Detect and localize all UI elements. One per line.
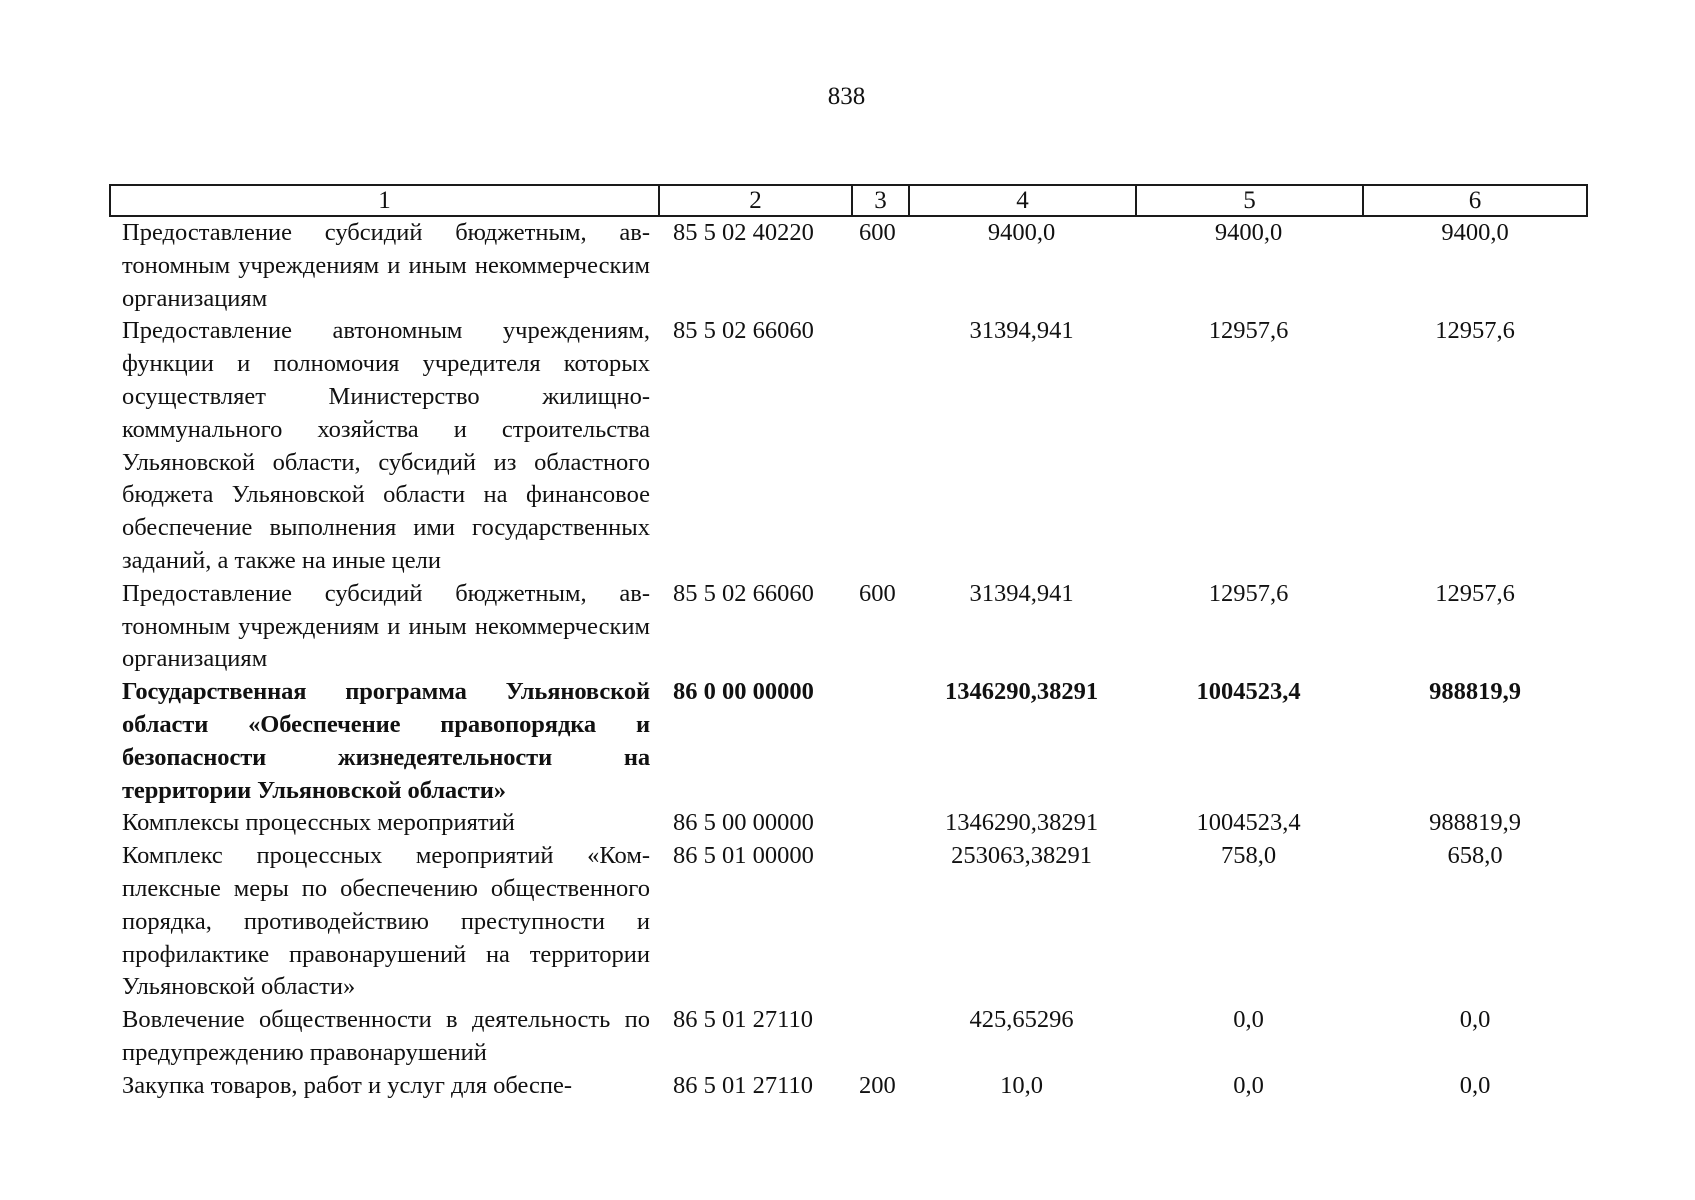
row-value-col4: 253063,38291 [951, 842, 1092, 870]
row-value-col4: 31394,941 [969, 579, 1074, 607]
row-value-col4: 425,65296 [969, 1006, 1074, 1034]
row-value-col5: 12957,6 [1208, 317, 1289, 345]
header-col-3: 3 [853, 186, 910, 215]
row-code: 86 0 00 00000 [673, 678, 814, 706]
header-col-6: 6 [1468, 187, 1482, 214]
row-value-col5: 1004523,4 [1196, 678, 1301, 706]
table-row [109, 1004, 1588, 1070]
table-row [109, 807, 1588, 840]
row-expense-type [851, 807, 908, 840]
row-name: Предоставление субсидий бюджетным, автономным учреждениям и иным некоммерческим организациям [122, 579, 650, 673]
table-row [109, 1070, 1588, 1103]
row-expense-type: 600 [859, 219, 896, 246]
header-col-4: 4 [910, 186, 1137, 215]
row-code: 86 5 00 00000 [673, 809, 814, 837]
row-name: Государственная программа Ульяновской области «Обеспечение правопорядка и безопасности жизнедеятельности на территории Ульяновской области» [122, 678, 650, 804]
row-value-col5: 758,0 [1220, 842, 1277, 870]
row-code: 86 5 01 00000 [673, 842, 814, 870]
header-col-1: 1 [111, 186, 660, 215]
row-value-col6: 9400,0 [1441, 219, 1509, 246]
row-name: Предоставление субсидий бюджетным, автономным учреждениям и иным некоммерческим организациям [122, 219, 650, 312]
table-header-row [109, 184, 1588, 217]
table-row [109, 676, 1588, 807]
row-expense-type [851, 840, 908, 1004]
row-expense-type [851, 676, 908, 807]
row-value-col6: 0,0 [1459, 1006, 1491, 1034]
row-value-col6: 12957,6 [1435, 579, 1515, 607]
row-value-col4: 1346290,38291 [944, 678, 1099, 706]
row-value-col4: 10,0 [1000, 1071, 1043, 1099]
row-value-col5: 12957,6 [1208, 579, 1289, 607]
row-code: 86 5 01 27110 [673, 1071, 813, 1099]
row-expense-type: 200 [859, 1071, 896, 1099]
table-body [109, 217, 1588, 1103]
row-value-col6: 0,0 [1459, 1071, 1491, 1099]
row-value-col4: 9400,0 [987, 219, 1056, 246]
page-number [0, 82, 1695, 112]
row-code: 85 5 02 66060 [673, 317, 814, 345]
row-code: 86 5 01 27110 [673, 1006, 813, 1034]
row-expense-type [851, 315, 908, 577]
row-value-col6: 658,0 [1447, 842, 1503, 870]
row-value-col5: 1004523,4 [1196, 809, 1301, 837]
row-name: Закупка товаров, работ и услуг для обеспе- [122, 1071, 573, 1099]
table-row [109, 578, 1588, 676]
row-value-col6: 12957,6 [1435, 317, 1515, 345]
row-expense-type [851, 1004, 908, 1070]
row-value-col4: 31394,941 [969, 317, 1074, 345]
table-row [109, 217, 1588, 315]
page-number-text: 838 [827, 83, 866, 110]
header-col-2: 2 [660, 186, 853, 215]
row-value-col5: 0,0 [1233, 1071, 1264, 1099]
row-value-col4: 1346290,38291 [944, 809, 1099, 837]
row-value-col5: 9400,0 [1214, 219, 1283, 246]
row-name: Предоставление автономным учреждениям, функции и полномочия учредителя которых осуществляет Министерство жилищно-коммунального хозяйства и строительства Ульяновской области, субсидий из областного бюджета Ульяновской области на финансовое обеспечение выполнения ими государственных заданий, а также на иные цели [122, 317, 650, 574]
table-row [109, 315, 1588, 577]
row-expense-type: 600 [859, 579, 896, 607]
table-row [109, 840, 1588, 1004]
row-name: Вовлечение общественности в деятельность по предупреждению правонарушений [122, 1006, 650, 1066]
row-value-col5: 0,0 [1233, 1006, 1264, 1034]
header-col-5: 5 [1137, 186, 1364, 215]
row-code: 85 5 02 66060 [673, 579, 814, 607]
row-name: Комплекс процессных мероприятий «Комплексные меры по обеспечению общественного порядка, противодействию преступности и профилактике правонарушений на территории Ульяновской области» [122, 842, 650, 1001]
row-name: Комплексы процессных мероприятий [122, 809, 515, 837]
row-code: 85 5 02 40220 [673, 219, 814, 246]
row-value-col6: 988819,9 [1429, 809, 1521, 837]
row-value-col6: 988819,9 [1429, 678, 1521, 706]
